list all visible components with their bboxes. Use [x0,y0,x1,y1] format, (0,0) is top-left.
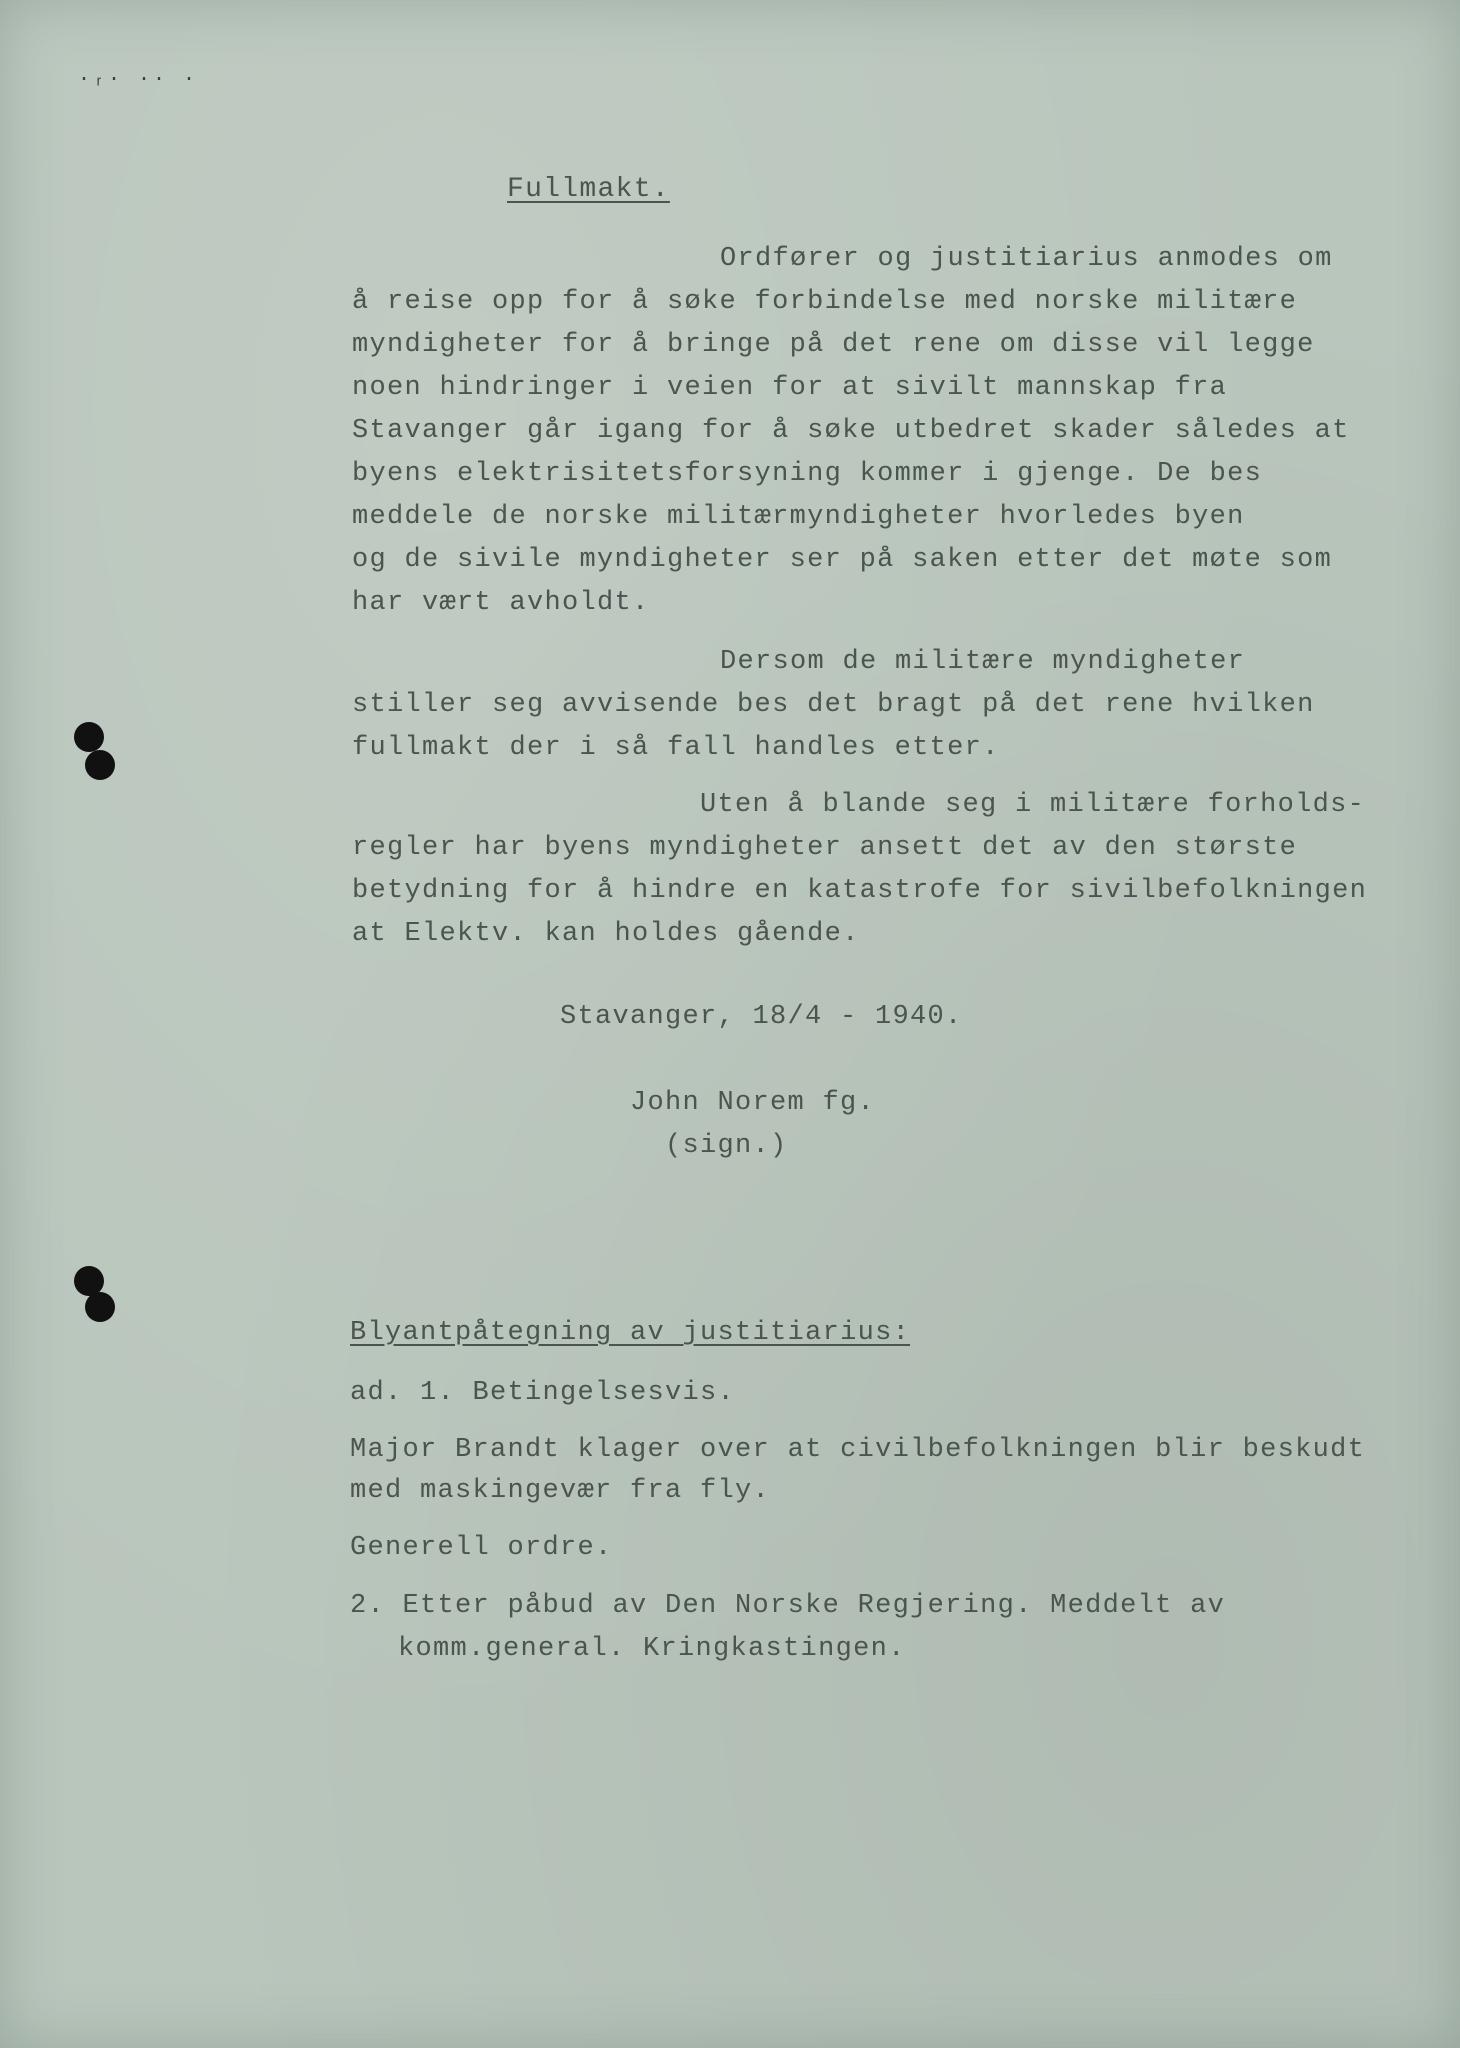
signature-note: (sign.) [665,1131,788,1161]
paragraph-1-line: Ordfører og justitiarius anmodes om [720,244,1333,274]
annotation-heading: Blyantpåtegning av justitiarius: [350,1318,911,1348]
paragraph-3-line: regler har byens myndigheter ansett det av den største [352,833,1298,863]
annotation-line: Major Brandt klager over at civilbefolkningen blir beskudt [350,1435,1366,1465]
paragraph-2-line: Dersom de militære myndigheter [720,647,1246,677]
annotation-line: 2. Etter påbud av Den Norske Regjering. Meddelt av [350,1591,1226,1621]
paragraph-3-line: at Elektv. kan holdes gående. [352,919,860,949]
paragraph-1-line: Stavanger går igang for å søke utbedret skader således at [352,416,1350,446]
punch-hole [85,1292,115,1322]
annotation-line: ad. 1. Betingelsesvis. [350,1378,736,1408]
annotation-line: komm.general. Kringkastingen. [398,1634,906,1664]
punch-hole [85,750,115,780]
place-date: Stavanger, 18/4 - 1940. [560,1002,963,1032]
paragraph-1-line: og de sivile myndigheter ser på saken etter det møte som [352,545,1333,575]
paragraph-1-line: noen hindringer i veien for at sivilt mannskap fra [352,373,1228,403]
annotation-line: Generell ordre. [350,1533,613,1563]
paragraph-2-line: stiller seg avvisende bes det bragt på det rene hvilken [352,690,1315,720]
punch-hole [74,722,104,752]
paragraph-1-line: myndigheter for å bringe på det rene om disse vil legge [352,330,1315,360]
paragraph-1-line: byens elektrisitetsforsyning kommer i gjenge. De bes [352,459,1263,489]
paragraph-3-line: betydning for å hindre en katastrofe for sivilbefolkningen [352,876,1368,906]
paragraph-3-line: Uten å blande seg i militære forholds- [700,790,1366,820]
paragraph-1-line: meddele de norske militærmyndigheter hvorledes byen [352,502,1245,532]
signature-name: John Norem fg. [630,1088,876,1118]
document-title: Fullmakt. [507,174,670,205]
archive-mark: ·ᵣ· ·· · [78,68,199,91]
paragraph-2-line: fullmakt der i så fall handles etter. [352,733,1000,763]
paragraph-1-line: å reise opp for å søke forbindelse med norske militære [352,287,1298,317]
paragraph-1-line: har vært avholdt. [352,588,650,618]
annotation-line: med maskingevær fra fly. [350,1476,771,1506]
